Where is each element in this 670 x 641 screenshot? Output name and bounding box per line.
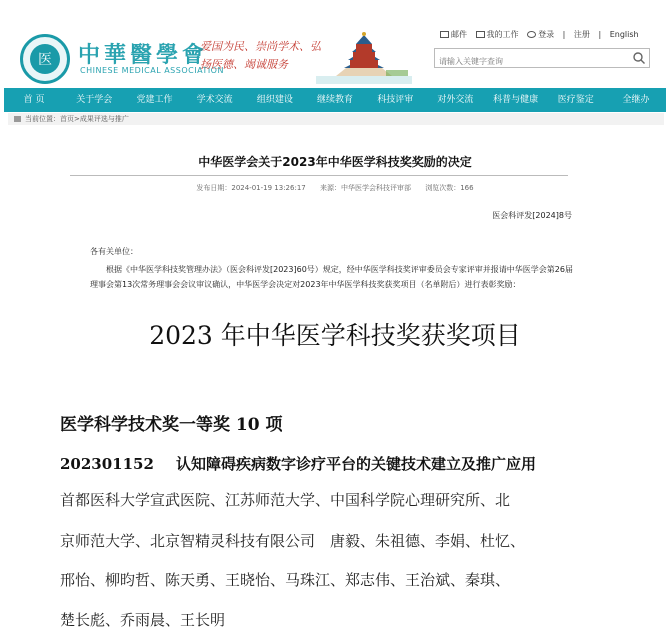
user-icon	[527, 31, 536, 38]
article-source: 来源：中华医学会科技评审部	[319, 184, 411, 192]
temple-of-heaven-illustration	[316, 30, 412, 84]
home-icon	[14, 116, 21, 122]
separator: |	[598, 30, 602, 39]
top-links	[440, 29, 645, 40]
view-count: 浏览次数：166	[425, 184, 474, 192]
login-link[interactable]	[527, 30, 554, 39]
folder-icon	[476, 31, 485, 38]
nav-foreign-exchange[interactable]: 对外交流	[437, 95, 474, 105]
award-text-line: 京师范大学、北京智精灵科技有限公司 唐毅、朱祖德、李娟、杜忆、	[60, 532, 526, 550]
cma-logo-seal[interactable]	[20, 34, 70, 84]
my-work-label: 我的工作	[486, 30, 519, 39]
award-section-title: 医学科学技术奖一等奖 10 项	[60, 415, 283, 435]
nav-party-building[interactable]: 党建工作	[136, 95, 173, 105]
award-list-title: 2023 年中华医学科技奖获奖项目	[149, 321, 521, 350]
nav-science-health[interactable]: 科普与健康	[493, 95, 539, 105]
logo-seal-glyph: 医	[30, 44, 60, 74]
english-link[interactable]: English	[609, 30, 639, 39]
search-input[interactable]	[435, 53, 623, 71]
nav-about[interactable]: 关于学会	[76, 95, 113, 105]
nav-organization[interactable]: 组织建设	[256, 95, 293, 105]
main-nav	[4, 88, 666, 112]
nav-cme-office[interactable]: 全继办	[622, 95, 650, 105]
search-box	[434, 48, 650, 68]
nav-continuing-education[interactable]: 继续教育	[317, 95, 354, 105]
mail-link[interactable]	[440, 30, 467, 39]
logo-english-name: CHINESE MEDICAL ASSOCIATION	[80, 66, 224, 75]
search-icon[interactable]	[632, 51, 646, 65]
logo-chinese-name[interactable]: 中華醫學會	[78, 42, 209, 68]
nav-home[interactable]: 首 页	[23, 95, 45, 105]
breadcrumb-text[interactable]: 当前位置：首页>成果评选与推广	[25, 115, 129, 123]
article-paragraph: 根据《中华医学科技奖管理办法》（医会科评发[2023]60号）规定，经中华医学科技奖评审委员会专家评审并报请中华医学会第26届理事会第13次常务理事会会议审议确认，中华医学会决定对2023年中华医学科技奖获奖项目（名单附后）进行表彰奖励：	[90, 265, 573, 289]
register-link[interactable]: 注册	[573, 30, 590, 39]
project-code: 202301152	[60, 455, 154, 473]
site-header	[0, 0, 670, 88]
article-meta	[0, 183, 670, 193]
nav-academic-exchange[interactable]: 学术交流	[196, 95, 233, 105]
slogan: 爱国为民、崇尚学术、弘扬医德、竭诚服务	[200, 40, 321, 71]
breadcrumb	[8, 113, 664, 125]
salutation: 各有关单位：	[90, 247, 138, 256]
article-title: 中华医学会关于2023年中华医学科技奖奖励的决定	[198, 155, 472, 169]
project-heading	[60, 453, 536, 474]
publish-date: 发布日期：2024-01-19 13:26:17	[196, 184, 306, 192]
project-name: 认知障碍疾病数字诊疗平台的关键技术建立及推广应用	[175, 455, 536, 473]
login-label: 登录	[538, 30, 555, 39]
nav-science-review[interactable]: 科技评审	[377, 95, 414, 105]
my-work-link[interactable]	[476, 30, 519, 39]
award-text-line: 首都医科大学宣武医院、江苏师范大学、中国科学院心理研究所、北	[60, 491, 511, 509]
document-number: 医会科评发[2024]8号	[492, 211, 572, 220]
separator: |	[562, 30, 566, 39]
title-divider	[70, 175, 568, 176]
mail-icon	[440, 31, 449, 38]
nav-medical-appraisal[interactable]: 医疗鉴定	[557, 95, 594, 105]
award-text-line: 邢怡、柳昀哲、陈天勇、王晓怡、马珠江、郑志伟、王治斌、秦琪、	[60, 571, 511, 589]
mail-label: 邮件	[451, 30, 467, 39]
award-text-line: 楚长彪、乔雨晨、王长明	[60, 611, 226, 629]
